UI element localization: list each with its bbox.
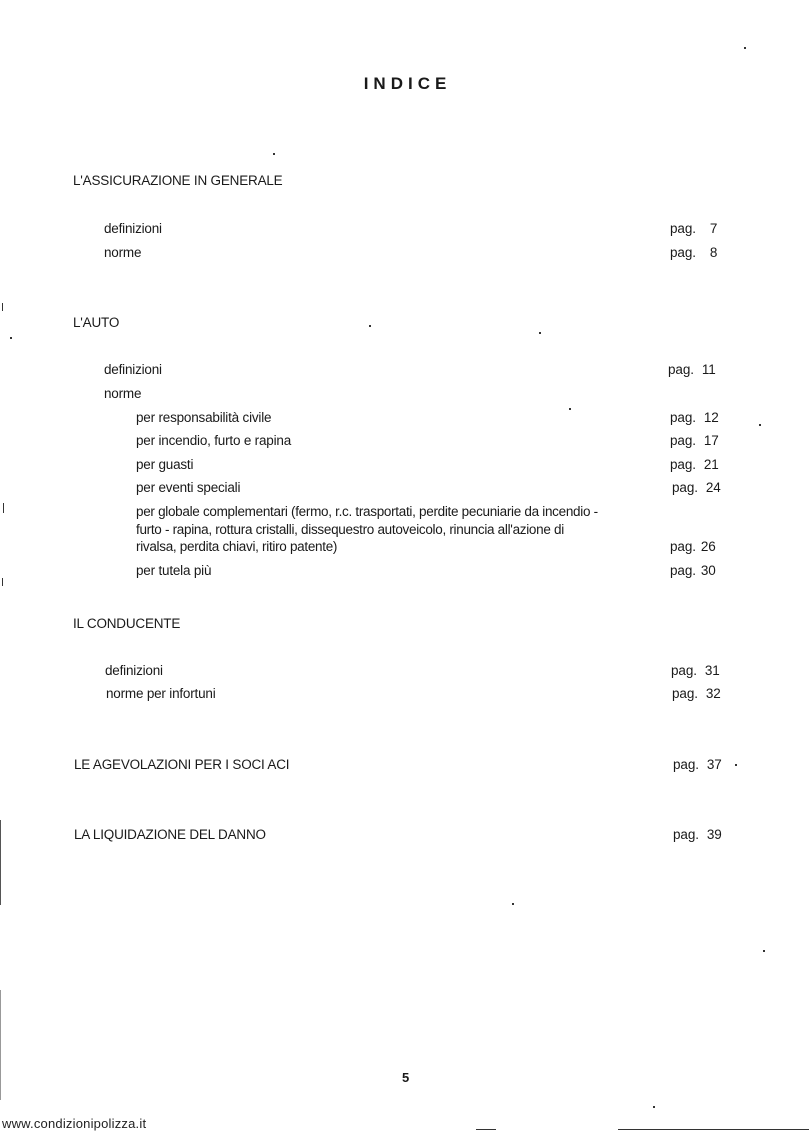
toc-subentry-label: per globale complementari (fermo, r.c. trasportati, perdite pecuniarie da incendio - furto - rapina, rottura cristalli, dissequestro autoveicolo, rinuncia all'azione di rivalsa, perdita chiavi, ritiro patente) bbox=[136, 504, 598, 554]
page-ref: 32 bbox=[705, 686, 721, 701]
pag-label: pag. bbox=[668, 362, 694, 377]
scan-speck bbox=[539, 332, 541, 334]
scan-speck bbox=[369, 325, 371, 327]
page-ref: 17 bbox=[703, 433, 719, 448]
page-ref: 37 bbox=[706, 757, 722, 772]
scan-mark bbox=[476, 1129, 496, 1130]
page-number: 5 bbox=[402, 1070, 410, 1085]
pag-label: pag. bbox=[673, 757, 699, 772]
page-ref: 31 bbox=[704, 663, 720, 678]
toc-subentry-label: per incendio, furto e rapina bbox=[136, 433, 292, 448]
page-ref: 39 bbox=[706, 827, 722, 842]
pag-label: pag. bbox=[670, 410, 696, 425]
toc-entry-page bbox=[672, 686, 721, 701]
toc-subentry-label: per guasti bbox=[136, 457, 194, 472]
page-ref: 30 bbox=[700, 563, 716, 578]
scan-edge bbox=[0, 820, 1, 905]
toc-subentry-label: per eventi speciali bbox=[136, 480, 241, 495]
toc-entry-page bbox=[670, 245, 717, 260]
section-heading-liquidazione: LA LIQUIDAZIONE DEL DANNO bbox=[74, 827, 266, 842]
toc-entry-label: definizioni bbox=[104, 221, 162, 236]
scan-edge bbox=[0, 990, 1, 1100]
scan-speck bbox=[744, 47, 746, 49]
page-ref: 26 bbox=[700, 539, 716, 554]
toc-entry-page bbox=[673, 827, 722, 842]
toc-entry-page bbox=[670, 457, 719, 472]
scan-speck bbox=[569, 408, 571, 410]
toc-entry-label: norme per infortuni bbox=[106, 686, 216, 701]
pag-label: pag. bbox=[673, 827, 699, 842]
page-ref: 7 bbox=[709, 221, 718, 236]
toc-subentry-label: per responsabilità civile bbox=[136, 410, 272, 425]
toc-entry-label: norme bbox=[104, 245, 142, 260]
toc-entry-page bbox=[670, 539, 716, 554]
pag-label: pag. bbox=[671, 663, 697, 678]
scan-speck bbox=[2, 303, 3, 311]
section-heading-conducente: IL CONDUCENTE bbox=[73, 616, 181, 631]
toc-entry-label: definizioni bbox=[104, 362, 162, 377]
toc-entry-page bbox=[671, 663, 720, 678]
section-heading-generale: L'ASSICURAZIONE IN GENERALE bbox=[73, 173, 283, 188]
section-heading-agevolazioni: LE AGEVOLAZIONI PER I SOCI ACI bbox=[74, 757, 290, 772]
scan-speck bbox=[2, 578, 3, 586]
pag-label: pag. bbox=[670, 457, 696, 472]
footer-url[interactable]: www.condizionipolizza.it bbox=[2, 1116, 147, 1131]
pag-label: pag. bbox=[672, 480, 698, 495]
scan-speck bbox=[759, 424, 761, 426]
toc-entry-page bbox=[670, 221, 717, 236]
pag-label: pag. bbox=[670, 433, 696, 448]
pag-label: pag. bbox=[672, 686, 698, 701]
toc-entry-page bbox=[670, 433, 719, 448]
scan-speck bbox=[3, 503, 4, 513]
scan-speck bbox=[763, 950, 765, 952]
page-ref: 21 bbox=[703, 457, 719, 472]
toc-entry-page bbox=[673, 757, 722, 772]
scan-mark bbox=[618, 1129, 809, 1130]
scan-speck bbox=[273, 153, 275, 155]
toc-subentry-label: per tutela più bbox=[136, 563, 212, 578]
page-ref: 12 bbox=[703, 410, 719, 425]
page-ref: 8 bbox=[709, 245, 718, 260]
pag-label: pag. bbox=[670, 245, 696, 260]
pag-label: pag. bbox=[670, 563, 696, 578]
toc-entry-page bbox=[670, 563, 716, 578]
page-title: INDICE bbox=[363, 74, 452, 93]
section-heading-auto: L'AUTO bbox=[73, 315, 120, 330]
scan-speck bbox=[10, 337, 12, 339]
page-ref: 11 bbox=[701, 362, 716, 377]
toc-entry-page bbox=[668, 362, 716, 377]
toc-entry-page bbox=[670, 410, 719, 425]
scan-speck bbox=[653, 1106, 655, 1108]
scan-speck bbox=[735, 764, 737, 766]
pag-label: pag. bbox=[670, 539, 696, 554]
toc-entry-page bbox=[672, 480, 721, 495]
scan-speck bbox=[512, 903, 514, 905]
toc-entry-label: definizioni bbox=[105, 663, 163, 678]
pag-label: pag. bbox=[670, 221, 696, 236]
page-ref: 24 bbox=[705, 480, 721, 495]
toc-entry-label: norme bbox=[104, 386, 142, 401]
